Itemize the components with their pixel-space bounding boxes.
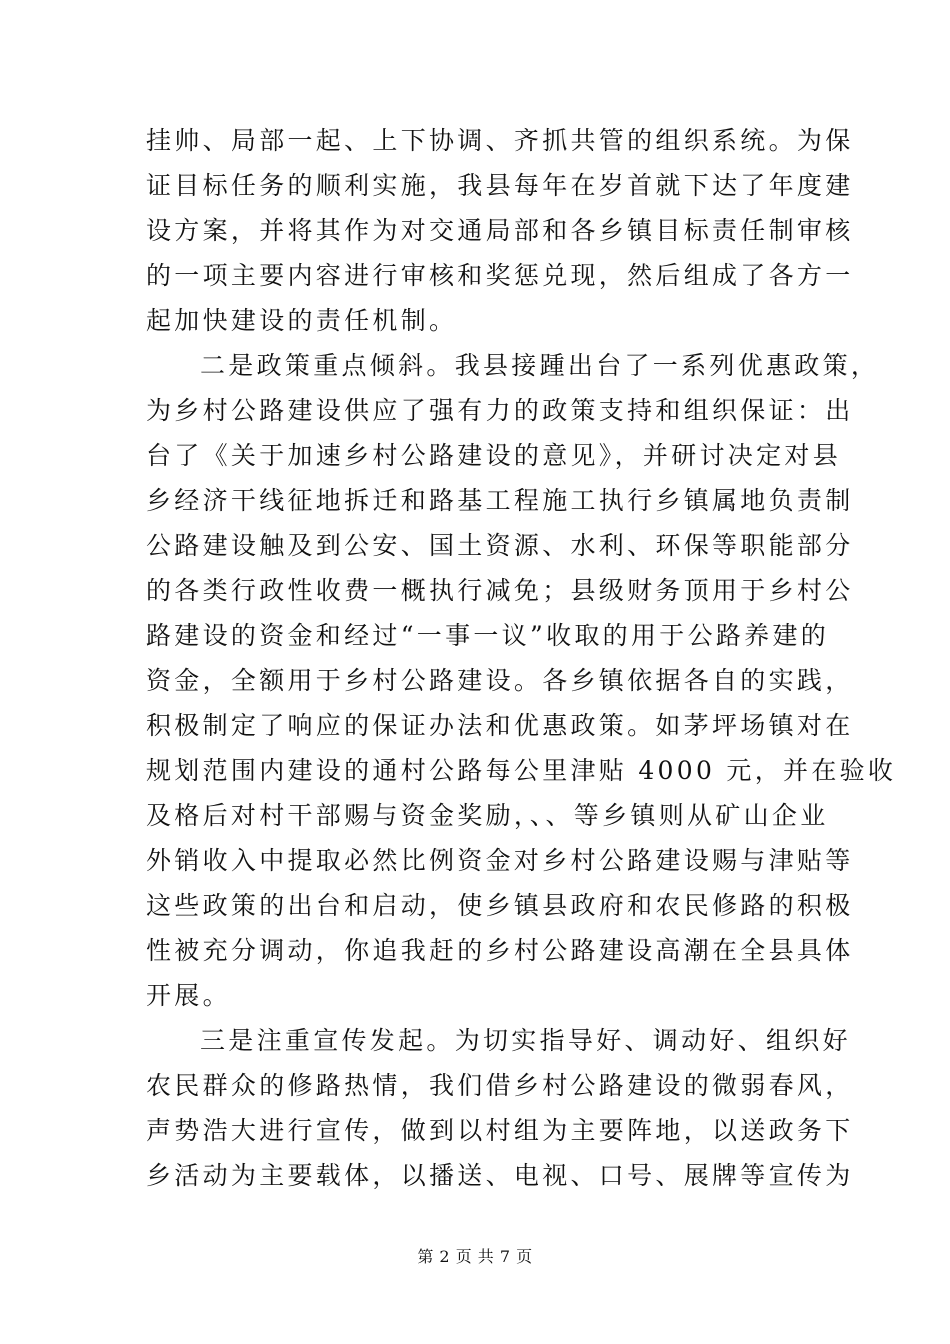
text-line: 农民群众的修路热情，我们借乡村公路建设的微弱春风， [146, 1071, 854, 1100]
page-footer: 第 2 页 共 7 页 [417, 1247, 533, 1266]
text-line: 性被充分调动，你追我赶的乡村公路建设高潮在全县具体 [146, 936, 854, 965]
text-line: 及格后对村干部赐与资金奖励，、、等乡镇则从矿山企业 [146, 801, 829, 830]
text-line: 起加快建设的责任机制。 [146, 306, 458, 335]
text-line: 台了《关于加速乡村公路建设的意见》，并研讨决定对县 [146, 441, 842, 470]
text-line: 二是政策重点倾斜。我县接踵出台了一系列优惠政策， [200, 351, 880, 380]
text-line: 声势浩大进行宣传，做到以村组为主要阵地，以送政务下 [146, 1116, 854, 1145]
text-line: 开展。 [146, 981, 231, 1010]
text-line: 这些政策的出台和启动，使乡镇县政府和农民修路的积极 [146, 891, 854, 920]
text-line: 资金，全额用于乡村公路建设。各乡镇依据各自的实践， [146, 666, 854, 695]
text-line: 设方案，并将其作为对交通局部和各乡镇目标责任制审核 [146, 216, 854, 245]
text-line: 外销收入中提取必然比例资金对乡村公路建设赐与津贴等 [146, 846, 854, 875]
text-line: 路建设的资金和经过“一事一议”收取的用于公路养建的 [146, 621, 830, 650]
text-line: 规划范围内建设的通村公路每公里津贴 4000 元，并在验收 [146, 756, 897, 785]
text-line: 挂帅、局部一起、上下协调、齐抓共管的组织系统。为保 [146, 126, 854, 155]
text-line: 的一项主要内容进行审核和奖惩兑现，然后组成了各方一 [146, 261, 854, 290]
text-line: 三是注重宣传发起。为切实指导好、调动好、组织好 [200, 1026, 851, 1055]
text-line: 证目标任务的顺利实施，我县每年在岁首就下达了年度建 [146, 171, 854, 200]
text-line: 乡经济干线征地拆迁和路基工程施工执行乡镇属地负责制 [146, 486, 854, 515]
text-line: 乡活动为主要载体，以播送、电视、口号、展牌等宣传为 [146, 1161, 854, 1190]
text-line: 的各类行政性收费一概执行减免；县级财务顶用于乡村公 [146, 576, 854, 605]
text-line: 为乡村公路建设供应了强有力的政策支持和组织保证：出 [146, 396, 854, 425]
text-line: 公路建设触及到公安、国土资源、水利、环保等职能部分 [146, 531, 854, 560]
body-text [146, 118, 897, 1198]
text-line: 积极制定了响应的保证办法和优惠政策。如茅坪场镇对在 [146, 711, 854, 740]
